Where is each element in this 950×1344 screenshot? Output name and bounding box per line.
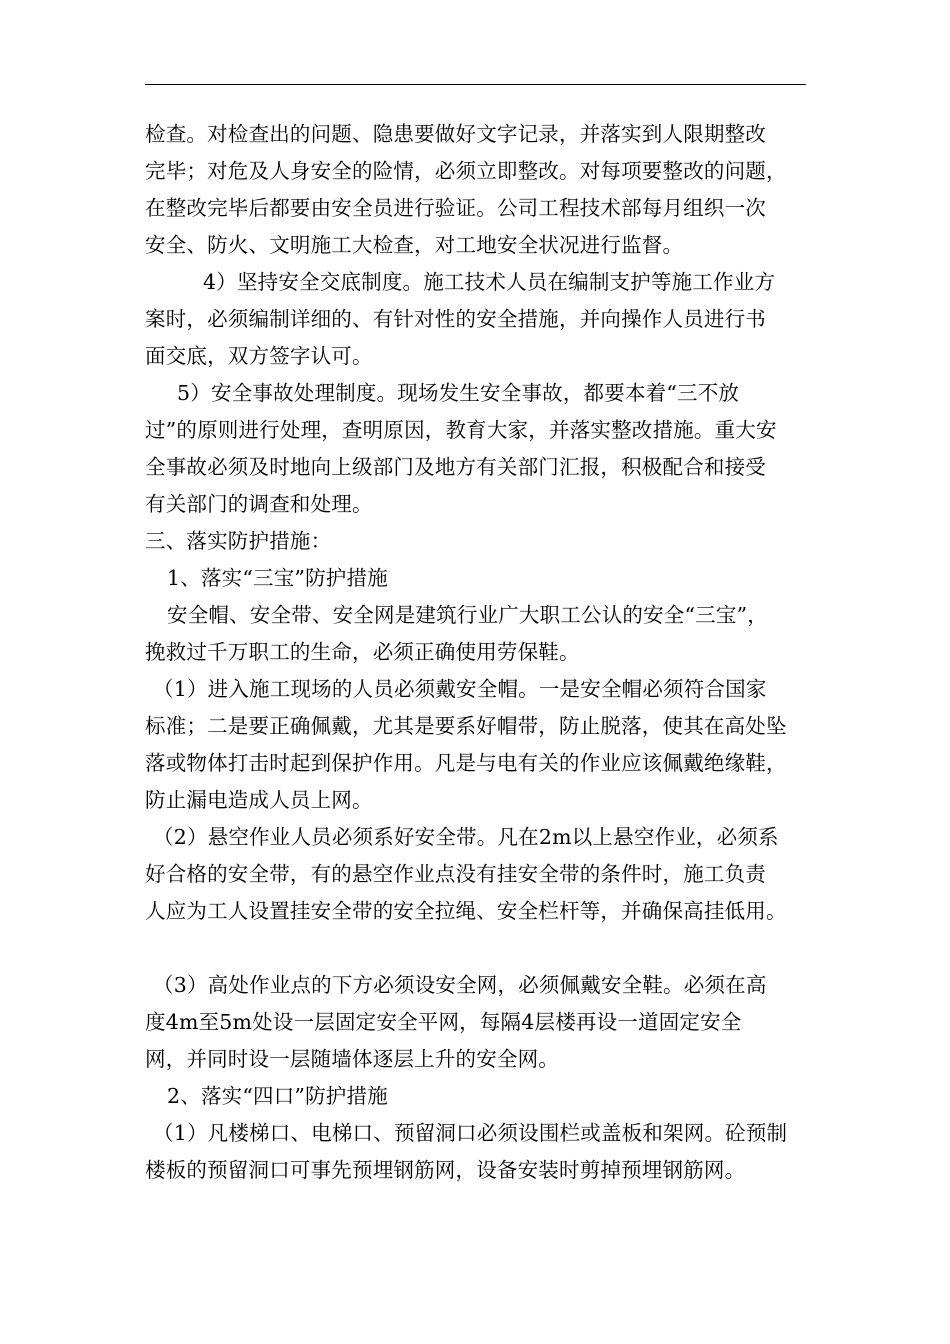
text-line: 人应为工人设置挂安全带的安全拉绳、安全栏杆等，并确保高挂低用。	[145, 899, 787, 923]
document-body	[145, 116, 825, 1189]
text-line: 在整改完毕后都要由安全员进行验证。公司工程技术部每月组织一次	[145, 196, 766, 220]
text-line: 挽救过千万职工的生命，必须正确使用劳保鞋。	[145, 640, 580, 664]
text-line: 网，并同时设一层随墙体逐层上升的安全网。	[145, 1047, 559, 1071]
text-line: （2）悬空作业人员必须系好安全带。凡在2m以上悬空作业，必须系	[153, 825, 779, 849]
text-line: （3）高处作业点的下方必须设安全网，必须佩戴安全鞋。必须在高	[153, 973, 767, 997]
text-line: 检查。对检查出的问题、隐患要做好文字记录，并落实到人限期整改	[145, 122, 766, 146]
header-rule	[145, 84, 806, 85]
text-line: 完毕；对危及人身安全的险情，必须立即整改。对每项要整改的问题，	[145, 159, 787, 183]
text-line: 防止漏电造成人员上网。	[145, 788, 373, 812]
text-line: 落或物体打击时起到保护作用。凡是与电有关的作业应该佩戴绝缘鞋，	[145, 751, 787, 775]
text-line: 案时，必须编制详细的、有针对性的安全措施，并向操作人员进行书	[145, 307, 766, 331]
text-line: 5）安全事故处理制度。现场发生安全事故，都要本着“三不放	[177, 381, 740, 405]
text-line: 安全帽、安全带、安全网是建筑行业广大职工公认的安全“三宝”，	[167, 603, 768, 627]
text-line: 2、落实“四口”防护措施	[167, 1084, 388, 1108]
text-line: 三、落实防护措施：	[145, 529, 332, 553]
text-line: 安全、防火、文明施工大检查，对工地安全状况进行监督。	[145, 233, 684, 257]
text-line: 面交底，双方签字认可。	[145, 344, 373, 368]
text-line: 标准；二是要正确佩戴，尤其是要系好帽带，防止脱落，使其在高处坠	[145, 714, 787, 738]
text-line: 楼板的预留洞口可事先预埋钢筋网，设备安装时剪掉预埋钢筋网。	[145, 1158, 746, 1182]
text-line: 全事故必须及时地向上级部门及地方有关部门汇报，积极配合和接受	[145, 455, 766, 479]
text-line: （1）进入施工现场的人员必须戴安全帽。一是安全帽必须符合国家	[153, 677, 767, 701]
blank-line	[145, 930, 825, 967]
text-line: 1、落实“三宝”防护措施	[167, 566, 388, 590]
text-line: 好合格的安全带，有的悬空作业点没有挂安全带的条件时，施工负责	[145, 862, 766, 886]
text-line: （1）凡楼梯口、电梯口、预留洞口必须设围栏或盖板和架网。砼预制	[153, 1121, 788, 1145]
text-line: 过”的原则进行处理，查明原因，教育大家，并落实整改措施。重大安	[145, 418, 777, 442]
text-line: 有关部门的调查和处理。	[145, 492, 373, 516]
text-line: 4）坚持安全交底制度。施工技术人员在编制支护等施工作业方	[203, 270, 776, 294]
text-line: 度4m至5m处设一层固定安全平网，每隔4层楼再设一道固定安全	[145, 1010, 742, 1034]
